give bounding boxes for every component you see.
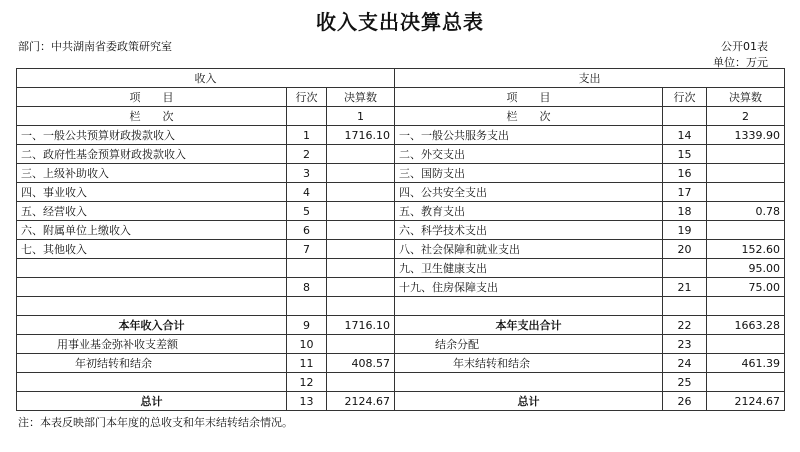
expense-total-amount-cell: 1663.28 [707, 316, 785, 335]
income-rowno-cell: 3 [287, 164, 327, 183]
income-item-cell: 七、其他收入 [17, 240, 287, 259]
total-row [17, 373, 785, 392]
expense-total-item-cell: 结余分配 [395, 335, 663, 354]
income-rowno-cell: 8 [287, 278, 327, 297]
expense-item-cell: 九、卫生健康支出 [395, 259, 663, 278]
income-item-header: 项 目 [17, 88, 287, 107]
income-expense-table [16, 68, 785, 411]
income-item-cell: 三、上级补助收入 [17, 164, 287, 183]
expense-rowno-cell: 20 [663, 240, 707, 259]
expense-item-cell: 十九、住房保障支出 [395, 278, 663, 297]
expense-rowno-cell: 15 [663, 145, 707, 164]
table-row [17, 221, 785, 240]
expense-amount-cell: 75.00 [707, 278, 785, 297]
income-item-cell [17, 259, 287, 278]
income-total-item-cell: 总计 [17, 392, 287, 411]
table-row [17, 164, 785, 183]
expense-amount-cell [707, 145, 785, 164]
income-total-rowno-cell: 13 [287, 392, 327, 411]
expense-amount-cell [707, 183, 785, 202]
department-label: 部门：中共湖南省委政策研究室 [18, 40, 172, 53]
table-row [17, 183, 785, 202]
income-total-item-cell: 本年收入合计 [17, 316, 287, 335]
income-rowno-cell: 2 [287, 145, 327, 164]
expense-item-cell: 三、国防支出 [395, 164, 663, 183]
expense-amount-cell: 0.78 [707, 202, 785, 221]
table-row [17, 297, 785, 316]
income-total-rowno-cell: 11 [287, 354, 327, 373]
total-row [17, 335, 785, 354]
expense-column-label: 栏 次 [395, 107, 663, 126]
income-total-amount-cell: 408.57 [327, 354, 395, 373]
expense-total-amount-cell [707, 335, 785, 354]
income-total-amount-cell [327, 335, 395, 354]
income-total-item-cell: 年初结转和结余 [17, 354, 287, 373]
income-amount-cell [327, 278, 395, 297]
income-rowno-cell: 6 [287, 221, 327, 240]
column-index-row [17, 107, 785, 126]
income-item-cell: 五、经营收入 [17, 202, 287, 221]
income-rowno-cell: 7 [287, 240, 327, 259]
income-total-rowno-cell: 9 [287, 316, 327, 335]
expense-amount-cell: 152.60 [707, 240, 785, 259]
expense-item-cell: 四、公共安全支出 [395, 183, 663, 202]
income-rowno-cell [287, 297, 327, 316]
expense-rowno-cell [663, 297, 707, 316]
page-title: 收入支出决算总表 [316, 10, 484, 34]
expense-amount-header: 决算数 [707, 88, 785, 107]
expense-item-cell: 二、外交支出 [395, 145, 663, 164]
expense-total-rowno-cell: 26 [663, 392, 707, 411]
form-number: 公开01表 [721, 40, 768, 53]
table-row [17, 202, 785, 221]
income-rowno-cell: 1 [287, 126, 327, 145]
expense-item-cell [395, 297, 663, 316]
income-amount-cell [327, 221, 395, 240]
income-section-header: 收入 [17, 69, 395, 88]
income-amount-cell [327, 240, 395, 259]
expense-total-amount-cell: 461.39 [707, 354, 785, 373]
income-amount-cell [327, 202, 395, 221]
expense-rowno-cell: 19 [663, 221, 707, 240]
income-item-cell: 二、政府性基金预算财政拨款收入 [17, 145, 287, 164]
income-rowno-header: 行次 [287, 88, 327, 107]
income-total-amount-cell [327, 373, 395, 392]
income-column-index: 1 [327, 107, 395, 126]
expense-column-index: 2 [707, 107, 785, 126]
income-total-amount-cell: 1716.10 [327, 316, 395, 335]
income-total-item-cell: 用事业基金弥补收支差额 [17, 335, 287, 354]
income-amount-cell: 1716.10 [327, 126, 395, 145]
expense-rowno-cell [663, 259, 707, 278]
expense-amount-cell [707, 297, 785, 316]
empty-cell [663, 107, 707, 126]
income-amount-header: 决算数 [327, 88, 395, 107]
expense-total-item-cell [395, 373, 663, 392]
expense-amount-cell: 95.00 [707, 259, 785, 278]
income-column-label: 栏 次 [17, 107, 287, 126]
section-header-row [17, 69, 785, 88]
expense-section-header: 支出 [395, 69, 785, 88]
income-rowno-cell [287, 259, 327, 278]
income-amount-cell [327, 259, 395, 278]
income-rowno-cell: 5 [287, 202, 327, 221]
income-rowno-cell: 4 [287, 183, 327, 202]
income-item-cell [17, 297, 287, 316]
income-amount-cell [327, 164, 395, 183]
expense-total-amount-cell [707, 373, 785, 392]
expense-total-amount-cell: 2124.67 [707, 392, 785, 411]
expense-rowno-header: 行次 [663, 88, 707, 107]
expense-rowno-cell: 17 [663, 183, 707, 202]
table-row [17, 126, 785, 145]
total-row [17, 354, 785, 373]
expense-item-cell: 六、科学技术支出 [395, 221, 663, 240]
table-row [17, 278, 785, 297]
expense-total-item-cell: 年末结转和结余 [395, 354, 663, 373]
expense-item-cell: 一、一般公共服务支出 [395, 126, 663, 145]
table-row [17, 240, 785, 259]
expense-item-header: 项 目 [395, 88, 663, 107]
expense-amount-cell [707, 221, 785, 240]
expense-total-rowno-cell: 22 [663, 316, 707, 335]
income-amount-cell [327, 183, 395, 202]
expense-rowno-cell: 16 [663, 164, 707, 183]
column-header-row [17, 88, 785, 107]
income-amount-cell [327, 297, 395, 316]
expense-total-rowno-cell: 24 [663, 354, 707, 373]
unit-label: 单位：万元 [713, 56, 768, 69]
income-total-rowno-cell: 12 [287, 373, 327, 392]
expense-amount-cell: 1339.90 [707, 126, 785, 145]
expense-rowno-cell: 18 [663, 202, 707, 221]
income-total-rowno-cell: 10 [287, 335, 327, 354]
empty-cell [287, 107, 327, 126]
total-row [17, 316, 785, 335]
expense-item-cell: 八、社会保障和就业支出 [395, 240, 663, 259]
income-total-item-cell [17, 373, 287, 392]
table-row [17, 145, 785, 164]
income-item-cell: 六、附属单位上缴收入 [17, 221, 287, 240]
footnote: 注：本表反映部门本年度的总收支和年末结转结余情况。 [18, 416, 293, 429]
income-item-cell [17, 278, 287, 297]
expense-total-rowno-cell: 25 [663, 373, 707, 392]
income-item-cell: 一、一般公共预算财政拨款收入 [17, 126, 287, 145]
expense-total-rowno-cell: 23 [663, 335, 707, 354]
income-item-cell: 四、事业收入 [17, 183, 287, 202]
income-amount-cell [327, 145, 395, 164]
expense-item-cell: 五、教育支出 [395, 202, 663, 221]
expense-total-item-cell: 本年支出合计 [395, 316, 663, 335]
expense-rowno-cell: 14 [663, 126, 707, 145]
income-total-amount-cell: 2124.67 [327, 392, 395, 411]
table-row [17, 259, 785, 278]
total-row [17, 392, 785, 411]
expense-rowno-cell: 21 [663, 278, 707, 297]
expense-amount-cell [707, 164, 785, 183]
expense-total-item-cell: 总计 [395, 392, 663, 411]
